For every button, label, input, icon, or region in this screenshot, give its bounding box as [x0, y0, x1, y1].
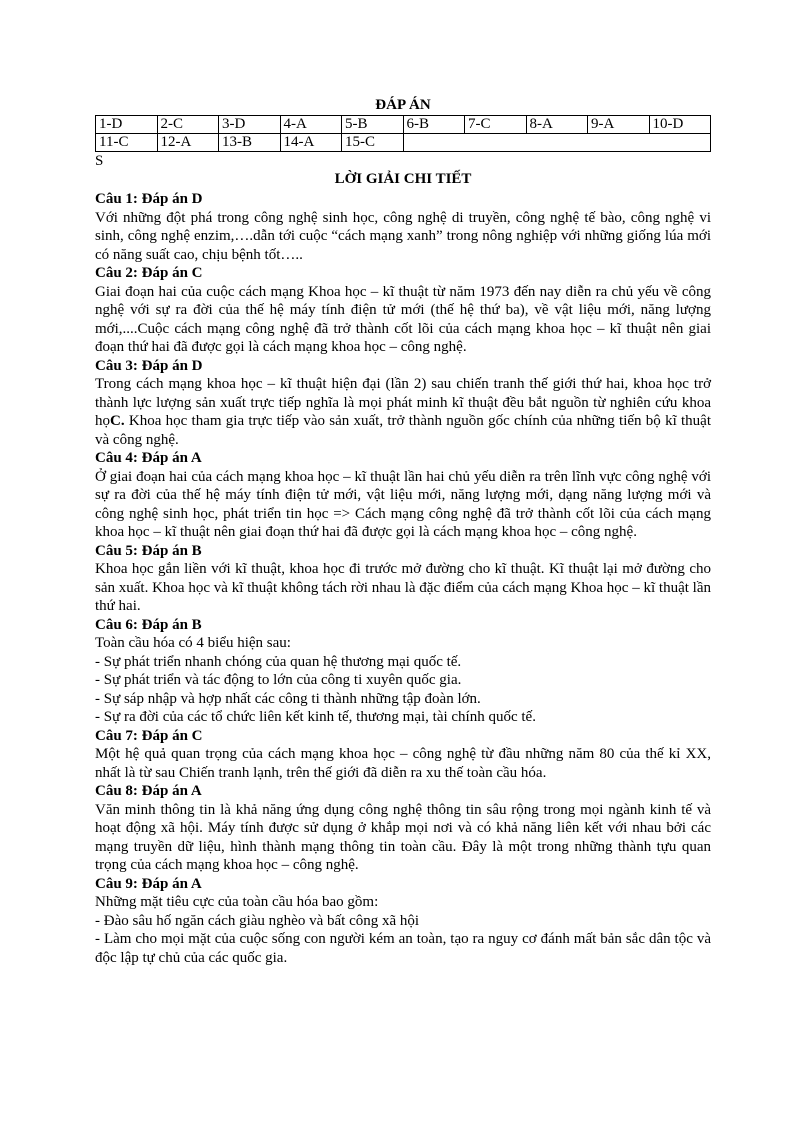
explanation-line: Toàn cầu hóa có 4 biểu hiện sau: — [95, 635, 291, 651]
solutions-title: LỜI GIẢI CHI TIẾT — [334, 171, 472, 187]
answer-cell: 14-A — [280, 134, 342, 152]
answer-cell: 7-C — [465, 116, 527, 134]
question-heading: Câu 8: Đáp án A — [95, 783, 202, 799]
answer-cell: 2-C — [157, 116, 219, 134]
answer-cell: 1-D — [96, 116, 158, 134]
question-heading: Câu 7: Đáp án C — [95, 727, 203, 744]
answer-cell-empty — [403, 134, 711, 152]
explanation-text: Khoa học tham gia trực tiếp vào sản xuất, trở thành nguồn gốc chính của những tiến bộ kĩ thuật và công nghệ. — [95, 413, 711, 448]
explanation-bullet: - Đào sâu hố ngăn cách giàu nghèo và bất công xã hội — [95, 912, 420, 929]
question-explanation — [95, 375, 711, 449]
question-heading: Câu 1: Đáp án D — [95, 191, 203, 207]
question-heading: Câu 9: Đáp án A — [95, 875, 202, 892]
question-explanation: Giai đoạn hai của cuộc cách mạng Khoa học – kĩ thuật từ năm 1973 đến nay diễn ra chủ yếu về công nghệ với sự ra đời của thế hệ máy tính điện tử mới (thế hệ thứ ba), về vật liệu mới, năng lượng mới,....Cuộc cách mạng công nghệ đã trở thành cốt lõi của cách mạng khoa học – kĩ thuật nên giai đoạn thứ hai đã được gọi là cách mạng khoa học – công nghệ. — [95, 283, 711, 355]
answer-cell: 11-C — [96, 134, 158, 152]
answer-cell: 12-A — [157, 134, 219, 152]
answer-cell: 9-A — [588, 116, 650, 134]
question-heading: Câu 5: Đáp án B — [95, 542, 202, 559]
document-page — [95, 96, 711, 967]
question-heading: Câu 2: Đáp án C — [95, 265, 203, 281]
explanation-line: Những mặt tiêu cực của toàn cầu hóa bao gồm: — [95, 894, 379, 910]
question-explanation: Một hệ quả quan trọng của cách mạng khoa học – công nghệ từ đầu những năm 80 của thế kỉ XX, nhất là từ sau Chiến tranh lạnh, trên thế giới đã diễn ra xu thế toàn cầu hóa. — [95, 746, 711, 781]
answer-cell: 4-A — [280, 116, 342, 134]
explanation-bullet: - Sự sáp nhập và hợp nhất các công ti thành những tập đoàn lớn. — [95, 690, 481, 707]
explanation-bold-text: C. — [110, 413, 125, 429]
explanation-bullet: - Sự phát triển nhanh chóng của quan hệ thương mại quốc tế. — [95, 653, 462, 670]
question-explanation: Với những đột phá trong công nghệ sinh học, công nghệ di truyền, công nghệ tế bào, công nghệ vi sinh, công nghệ enzim,….dẫn tới cuộc “cách mạng xanh” trong nông nghiệp với những giống lúa mới có năng suất cao, chịu bệnh tốt….. — [95, 209, 711, 263]
question-explanation: Ở giai đoạn hai của cách mạng khoa học – kĩ thuật lần hai chủ yếu diễn ra trên lĩnh vực công nghệ với sự ra đời của thế hệ máy tính điện tử mới, vật liệu mới, năng lượng mới, dạng năng lượng mới và công nghệ sinh học, phát triển tin học => Cách mạng công nghệ đã trở thành cốt lõi của cách mạng khoa học – kĩ thuật nên giai đoạn thứ hai đã được gọi là cách mạng khoa học – công nghệ. — [95, 468, 711, 540]
table-row — [96, 134, 711, 152]
answer-cell: 13-B — [219, 134, 281, 152]
question-explanation: Khoa học gắn liền với kĩ thuật, khoa học đi trước mở đường cho kĩ thuật. Kĩ thuật lại mở đường cho sản xuất. Khoa học và kĩ thuật không tách rời nhau là đặc điểm của cách mạng Khoa học – kĩ thuật lần thứ hai. — [95, 561, 711, 614]
explanation-bullet: - Làm cho mọi mặt của cuộc sống con người kém an toàn, tạo ra nguy cơ đánh mất bản sắc dân tộc và độc lập tự chủ của các quốc gia. — [95, 931, 711, 966]
answer-cell: 5-B — [342, 116, 404, 134]
answer-key-table — [95, 115, 711, 152]
answer-cell: 15-C — [342, 134, 404, 152]
question-heading: Câu 4: Đáp án A — [95, 450, 202, 466]
explanation-bullet: - Sự phát triển và tác động to lớn của công ti xuyên quốc gia. — [95, 672, 462, 688]
answer-cell: 6-B — [403, 116, 465, 134]
answer-cell: 3-D — [219, 116, 281, 134]
question-heading: Câu 6: Đáp án B — [95, 616, 202, 633]
answer-key-title: ĐÁP ÁN — [375, 97, 431, 113]
question-explanation: Văn minh thông tin là khả năng ứng dụng công nghệ thông tin sâu rộng trong mọi ngành kinh tế và hoạt động xã hội. Máy tính được sử dụng ở khắp mọi nơi và có khả năng liên kết với nhau bởi các mạng truyền dữ liệu, hình thành mạng thông tin toàn cầu. Đây là một trong những thành tựu quan trọng của cách mạng khoa học – công nghệ. — [95, 801, 711, 873]
stray-character: S — [95, 153, 104, 169]
table-row — [96, 116, 711, 134]
explanation-text: Trong cách mạng khoa học – kĩ thuật hiện đại (lần 2) sau chiến tranh thế giới thứ hai, khoa học trở thành lực lượng sản xuất trực tiếp nghĩa là mọi phát minh kĩ thuật đều bắt nguồn từ nghiên cứu khoa họ — [95, 376, 711, 429]
answer-cell: 8-A — [526, 116, 588, 134]
explanation-bullet: - Sự ra đời của các tổ chức liên kết kinh tế, thương mại, tài chính quốc tế. — [95, 709, 536, 725]
question-heading: Câu 3: Đáp án D — [95, 357, 203, 374]
answer-cell: 10-D — [649, 116, 711, 134]
